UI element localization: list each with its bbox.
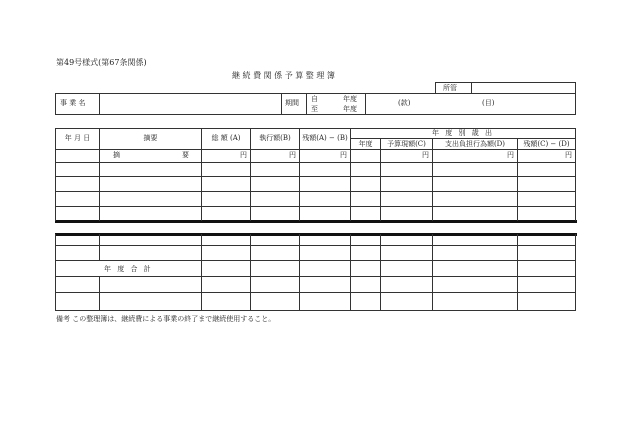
kan-label: (款) xyxy=(398,99,411,107)
ko-label: (目) xyxy=(482,99,495,107)
footnote: 備考 この整理簿は、継続費による事業の終了まで継続使用すること。 xyxy=(56,315,276,323)
yen-balance: 円 xyxy=(565,151,572,159)
period-to: 至 xyxy=(311,105,318,113)
col-date: 年 月 日 xyxy=(64,134,91,142)
row1-summary-b: 要 xyxy=(182,151,189,159)
yen-commitment: 円 xyxy=(507,151,514,159)
annual-total-label: 年 度 合 計 xyxy=(104,265,153,273)
row1-summary-a: 摘 xyxy=(113,151,120,159)
period-from-nendo: 年度 xyxy=(343,95,357,103)
yen-total: 円 xyxy=(240,151,247,159)
col-commitment: 支出負担行為額(D) xyxy=(444,140,506,148)
kansho-label: 所管 xyxy=(443,84,457,92)
col-summary: 摘要 xyxy=(143,134,158,142)
period-from: 自 xyxy=(311,95,318,103)
col-remaining: 残額(A) − (B) xyxy=(302,134,348,142)
col-year: 年度 xyxy=(358,140,373,148)
col-balance: 残額(C) − (D) xyxy=(523,140,570,148)
col-annual-group: 年 度 別 歳 出 xyxy=(432,129,494,137)
yen-executed: 円 xyxy=(289,151,296,159)
period-label: 期間 xyxy=(285,99,299,107)
project-name-label: 事 業 名 xyxy=(60,99,86,107)
yen-remaining: 円 xyxy=(340,151,347,159)
period-to-nendo: 年度 xyxy=(343,105,357,113)
col-total: 総 額 (A) xyxy=(211,134,241,142)
form-number: 第49号様式(第67条関係) xyxy=(56,58,147,67)
yen-budget: 円 xyxy=(422,151,429,159)
col-executed: 執行額(B) xyxy=(259,134,291,142)
col-budget: 予算現額(C) xyxy=(387,140,426,148)
page-title: 継 続 費 関 係 予 算 整 理 簿 xyxy=(232,71,335,80)
